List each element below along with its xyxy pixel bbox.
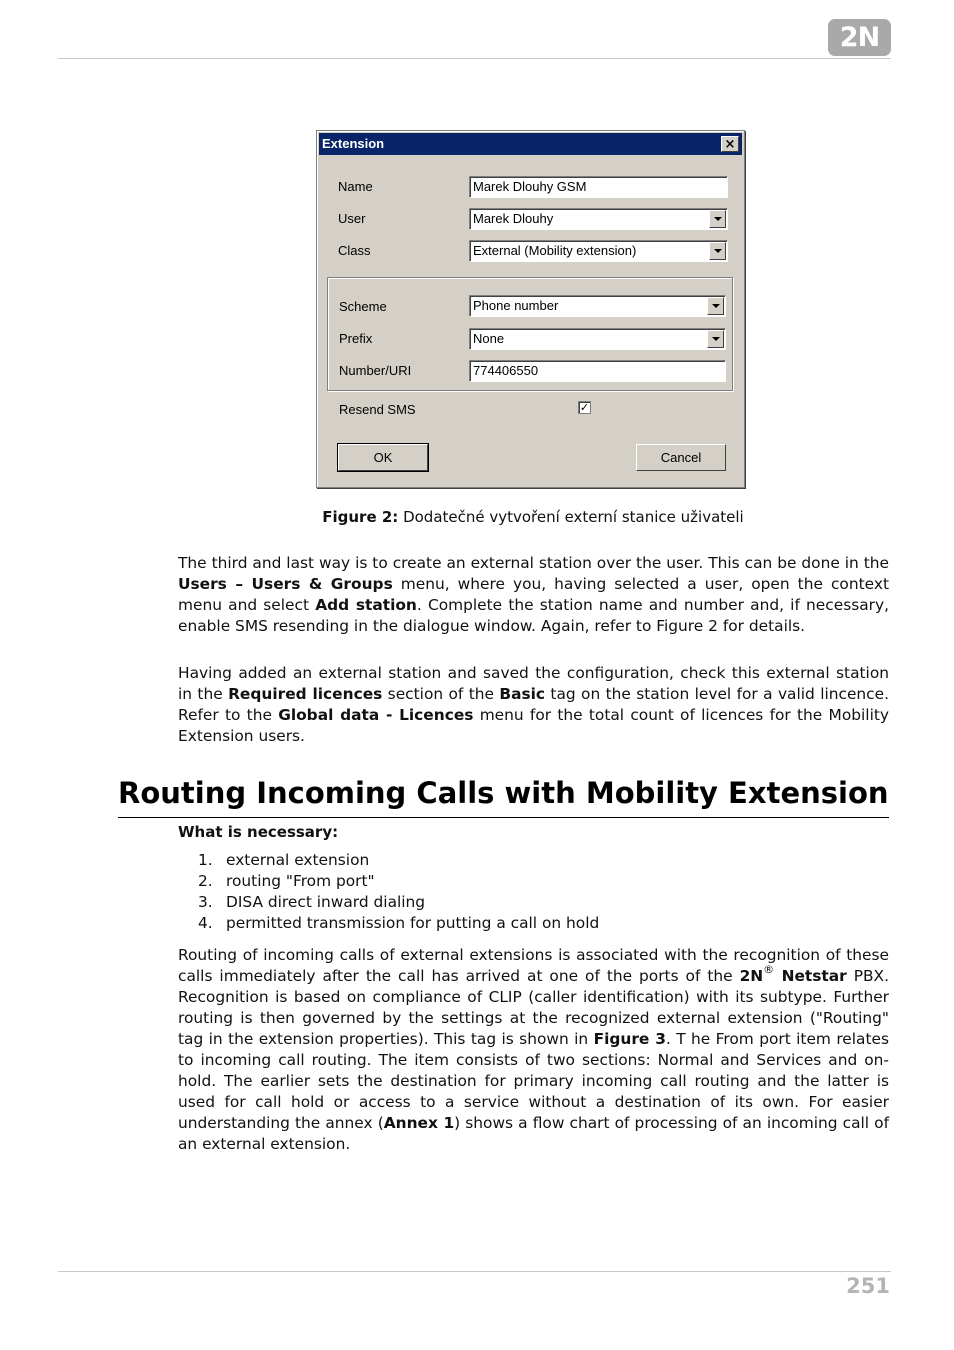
heading-underline (118, 817, 889, 818)
dialog-title-bar (319, 133, 742, 155)
list-item (178, 871, 889, 892)
page-number: 251 (846, 1274, 890, 1298)
text: . T he From port item relates to incoming call routing. The item consists of two sections: Normal and Services and on-hold. The earlier sets the destination for primary incoming call routing and the latter is used for call hold or access to a service without a destination of its own. For easier understanding the annex ( (178, 1030, 890, 1132)
text: menu, where you, having selected a user, open the context menu and select (178, 575, 889, 614)
chevron-down-icon[interactable] (709, 242, 726, 260)
list-item (178, 850, 889, 871)
user-select-value: Marek Dlouhy (473, 211, 554, 226)
text: tag on the station level for a valid lincence. Refer to the (178, 685, 890, 724)
list-text: permitted transmission for putting a call on hold (226, 914, 600, 932)
brand-logo: 2N (828, 19, 891, 56)
list-item (178, 892, 889, 913)
paragraph-1 (178, 553, 889, 637)
text: section of the (382, 685, 500, 703)
scheme-select[interactable] (469, 295, 726, 317)
figure-caption-text: Dodatečné vytvoření externí stanice uživateli (398, 508, 744, 526)
class-label: Class (338, 243, 371, 258)
user-label: User (338, 211, 366, 226)
scheme-label: Scheme (339, 299, 387, 314)
bold-text: Netstar (774, 967, 847, 985)
requirements-list (178, 850, 889, 934)
list-number: 2. (198, 872, 213, 890)
subheading: What is necessary: (178, 823, 339, 841)
section-heading: Routing Incoming Calls with Mobility Extension (118, 776, 889, 810)
number-label: Number/URI (339, 363, 412, 378)
list-number: 4. (198, 914, 213, 932)
name-label: Name (338, 179, 373, 194)
chevron-down-icon[interactable] (707, 297, 724, 315)
text: Having added an external station and saved the configuration, check this external station in the (178, 664, 889, 703)
dialog-title: Extension (322, 136, 385, 151)
header-divider (58, 58, 891, 59)
scheme-select-value: Phone number (473, 298, 559, 313)
bold-text: Annex 1 (383, 1114, 455, 1132)
prefix-select[interactable] (469, 328, 726, 350)
paragraph-3 (178, 945, 889, 1155)
text: PBX. Recognition is based on compliance of CLIP (caller identification) with its subtype. Further routing is then governed by the settings at the recognized external extension ("Routing" tag in the extension properties). This tag is shown in (178, 967, 889, 1048)
chevron-down-icon[interactable] (709, 210, 726, 228)
user-select[interactable] (469, 208, 728, 230)
bold-text: Global data - Licences (278, 706, 474, 724)
extension-dialog (316, 130, 745, 488)
resend-sms-checkbox[interactable]: ✓ (579, 401, 590, 414)
list-number: 1. (198, 851, 213, 869)
bold-text: Basic (499, 685, 546, 703)
bold-text: Figure 3 (593, 1030, 666, 1048)
cancel-button[interactable]: Cancel (636, 444, 726, 471)
number-field[interactable]: 774406550 (469, 360, 726, 382)
bold-text: 2N (739, 967, 764, 985)
close-icon[interactable]: × (721, 136, 739, 152)
bold-text: Add station (315, 596, 417, 614)
class-select-value: External (Mobility extension) (473, 243, 637, 258)
list-item (178, 913, 889, 934)
list-text: external extension (226, 851, 370, 869)
registered-mark: ® (763, 962, 775, 976)
footer-divider (58, 1271, 891, 1272)
class-select[interactable] (469, 240, 728, 262)
figure-caption (178, 508, 888, 526)
resend-sms-label: Resend SMS (339, 402, 416, 417)
text: Routing of incoming calls of external extensions is associated with the recognition of these calls immediately after the call has arrived at one of the ports of the (178, 946, 889, 985)
name-field[interactable]: Marek Dlouhy GSM (469, 176, 728, 198)
text: ) shows a flow chart of processing of an incoming call of an external extension. (178, 1114, 889, 1153)
prefix-select-value: None (473, 331, 505, 346)
bold-text: Required licences (228, 685, 383, 703)
figure-caption-label: Figure 2: (322, 508, 399, 526)
chevron-down-icon[interactable] (707, 330, 724, 348)
paragraph-2 (178, 663, 889, 747)
list-text: DISA direct inward dialing (226, 893, 426, 911)
list-number: 3. (198, 893, 213, 911)
ok-button[interactable]: OK (338, 444, 428, 471)
text: menu for the total count of licences for the Mobility Extension users. (178, 706, 889, 745)
list-text: routing "From port" (226, 872, 375, 890)
text: . Complete the station name and number and, if necessary, enable SMS resending in the dialogue window. Again, refer to Figure 2 for details. (178, 596, 889, 635)
prefix-label: Prefix (339, 331, 373, 346)
bold-text: Users – Users & Groups (178, 575, 393, 593)
text: The third and last way is to create an external station over the user. This can be done in the (178, 554, 889, 572)
